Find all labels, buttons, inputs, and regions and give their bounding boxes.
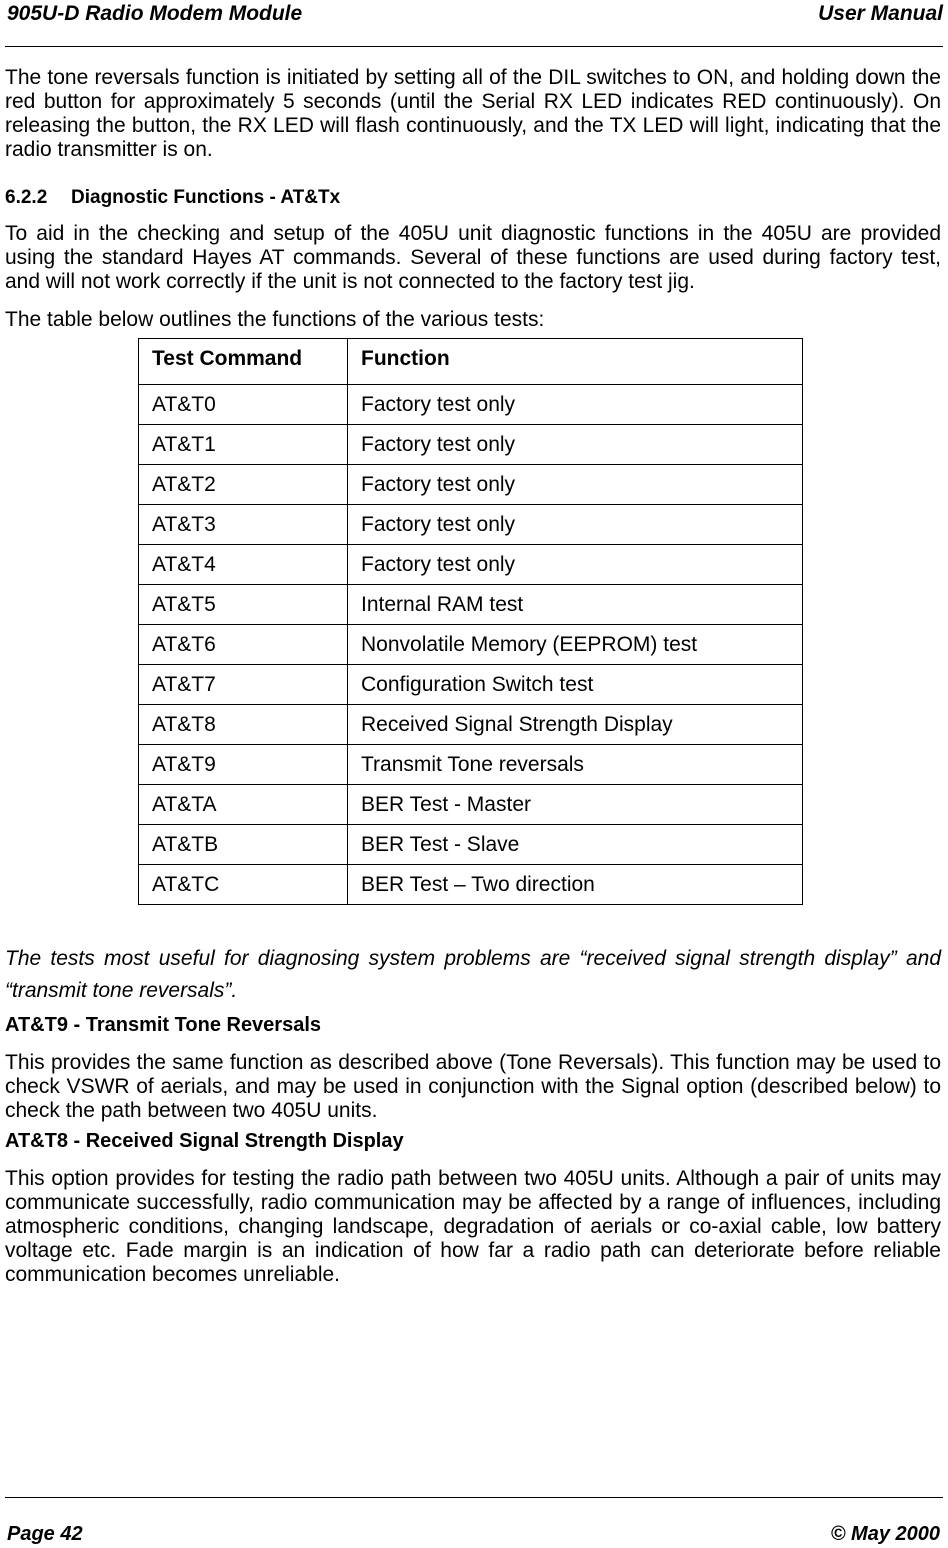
command-cell: AT&TC [139, 865, 348, 905]
command-cell: AT&T1 [139, 425, 348, 465]
page-number: Page 42 [7, 1523, 83, 1545]
intro-paragraph: The tone reversals function is initiated by setting all of the DIL switches to ON, and holding down the red button for approximately 5 seconds (until the Serial RX LED indicates RED continuously). On releasing the button, the RX LED will flash continuously, and the TX LED will light, indicating that the radio transmitter is on. [5, 66, 941, 161]
section-title: Diagnostic Functions - AT&Tx [71, 187, 341, 208]
function-cell: Factory test only [348, 505, 803, 545]
function-cell: BER Test - Slave [348, 825, 803, 865]
function-cell: Factory test only [348, 425, 803, 465]
table-row [139, 785, 803, 825]
t8-heading: AT&T8 - Received Signal Strength Display [5, 1130, 404, 1152]
table-row [139, 665, 803, 705]
function-cell: Received Signal Strength Display [348, 705, 803, 745]
function-cell: Transmit Tone reversals [348, 745, 803, 785]
command-cell: AT&T6 [139, 625, 348, 665]
t8-body: This option provides for testing the radio path between two 405U units. Although a pair of units may communicate successfully, radio communication may be affected by a range of influences, including atmospheric conditions, changing landscape, degradation of aerials or co-axial cable, low battery voltage etc. Fade margin is an indication of how far a radio path can deteriorate before reliable communication becomes unreliable. [5, 1167, 941, 1286]
command-cell: AT&T4 [139, 545, 348, 585]
command-cell: AT&TB [139, 825, 348, 865]
function-cell: Nonvolatile Memory (EEPROM) test [348, 625, 803, 665]
t9-heading: AT&T9 - Transmit Tone Reversals [5, 1014, 322, 1036]
table-header-row [139, 339, 803, 385]
table-row [139, 825, 803, 865]
table-row [139, 625, 803, 665]
page-footer [5, 1497, 943, 1548]
table-intro: The table below outlines the functions of the various tests: [5, 308, 545, 331]
header-doc-type: User Manual [818, 2, 943, 25]
copyright-date: © May 2000 [830, 1523, 940, 1545]
table-row [139, 385, 803, 425]
page-content [5, 66, 941, 1287]
command-cell: AT&T2 [139, 465, 348, 505]
function-cell: Internal RAM test [348, 585, 803, 625]
section-number: 6.2.2 [5, 187, 48, 208]
table-row [139, 865, 803, 905]
column-header-function: Function [348, 339, 803, 385]
table-row [139, 705, 803, 745]
function-cell: Factory test only [348, 385, 803, 425]
table-row [139, 425, 803, 465]
test-commands-table [138, 338, 803, 905]
page-header [5, 0, 943, 47]
command-cell: AT&TA [139, 785, 348, 825]
command-cell: AT&T0 [139, 385, 348, 425]
table-row [139, 585, 803, 625]
table-row [139, 465, 803, 505]
command-cell: AT&T9 [139, 745, 348, 785]
command-cell: AT&T8 [139, 705, 348, 745]
table-row [139, 545, 803, 585]
header-title: 905U-D Radio Modem Module [7, 2, 303, 25]
function-cell: BER Test – Two direction [348, 865, 803, 905]
diagnostic-paragraph: To aid in the checking and setup of the 405U unit diagnostic functions in the 405U are provided using the standard Hayes AT commands. Several of these functions are used during factory test, and will not work correctly if the unit is not connected to the factory test jig. [5, 222, 941, 293]
table-row [139, 505, 803, 545]
command-cell: AT&T3 [139, 505, 348, 545]
command-cell: AT&T5 [139, 585, 348, 625]
t9-body: This provides the same function as described above (Tone Reversals). This function may be used to check VSWR of aerials, and may be used in conjunction with the Signal option (described below) to check the path between two 405U units. [5, 1051, 941, 1122]
column-header-test-command: Test Command [139, 339, 348, 385]
italic-note: The tests most useful for diagnosing system problems are “received signal strength display” and “transmit tone reversals”. [5, 947, 941, 1002]
command-cell: AT&T7 [139, 665, 348, 705]
function-cell: Factory test only [348, 465, 803, 505]
function-cell: Factory test only [348, 545, 803, 585]
table-row [139, 745, 803, 785]
function-cell: BER Test - Master [348, 785, 803, 825]
section-heading [5, 186, 941, 210]
function-cell: Configuration Switch test [348, 665, 803, 705]
